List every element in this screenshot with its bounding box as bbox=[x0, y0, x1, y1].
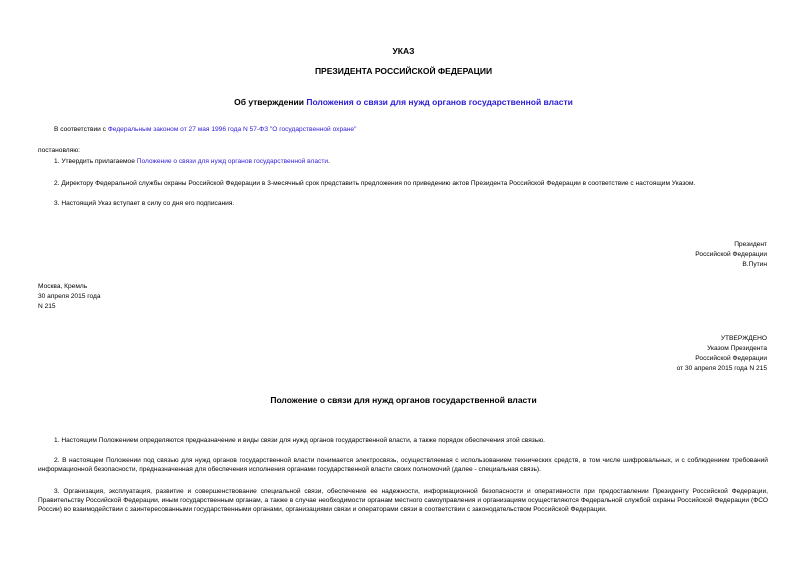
regulation-paragraph-3: 3. Организация, эксплуатация, развитие и совершенствование специальной связи, обеспечение ее надежности, информационной безопасности и оперативности при предоставлении Президенту Российской Федерации, Правительству Российской Федерации, иным государственным органам, а также в случае необходимости органам местного самоуправления и организациям осуществляются Федеральной службой охраны Российской Федерации (ФСО России) во взаимодействии с заинтересованными государственными органами, организациями связи и операторами связи в соответствии с законодательством Российской Федерации. bbox=[38, 488, 768, 513]
regulation-paragraph-1: 1. Настоящим Положением определяются предназначение и виды связи для нужд органов государственной власти, а также порядок обеспечения этой связью. bbox=[54, 437, 546, 444]
decree-subtitle: ПРЕЗИДЕНТА РОССИЙСКОЙ ФЕДЕРАЦИИ bbox=[314, 66, 493, 76]
approval-line-2: Указом Президента bbox=[707, 345, 767, 352]
item-1-prefix: 1. Утвердить прилагаемое bbox=[54, 158, 137, 165]
item-2: 2. Директору Федеральной службы охраны Российской Федерации в 3-месячный срок представить предложения по приведению актов Президента Российской Федерации в соответствие с настоящим Указом. bbox=[54, 180, 696, 187]
decree-number: N 215 bbox=[38, 303, 56, 310]
place: Москва, Кремль bbox=[38, 283, 88, 290]
resolve-text: постановляю: bbox=[38, 147, 81, 154]
regulation-link[interactable]: Положения о связи для нужд органов государственной власти bbox=[306, 97, 573, 107]
decree-about-prefix: Об утверждении bbox=[234, 97, 307, 107]
item-1 bbox=[54, 157, 330, 166]
decree-title: УКАЗ bbox=[392, 46, 415, 56]
signature-line-1: Президент bbox=[734, 241, 767, 248]
regulation-paragraph-2: 2. В настоящем Положении под связью для нужд органов государственной власти понимается электросвязь, осуществляемая с использованием технических средств, в том числе шифровальных, и с соблюдением требований информационной безопасности, предназначенная для обеспечения исполнения органами государственной власти своих полномочий (далее - специальная связь). bbox=[38, 457, 768, 473]
approval-line-1: УТВЕРЖДЕНО bbox=[720, 335, 767, 342]
item-1-suffix: . bbox=[328, 158, 330, 165]
decree-about bbox=[0, 97, 807, 107]
federal-law-link[interactable]: Федеральным законом от 27 мая 1996 года N 57-ФЗ "О государственной охране" bbox=[107, 126, 357, 133]
item-3: 3. Настоящий Указ вступает в силу со дня его подписания. bbox=[54, 200, 235, 207]
regulation-title: Положение о связи для нужд органов государственной власти bbox=[270, 395, 537, 405]
signature-line-2: Российской Федерации bbox=[695, 251, 767, 258]
item-1-regulation-link[interactable]: Положение о связи для нужд органов государственной власти bbox=[136, 158, 329, 165]
signature-line-3: В.Путин bbox=[742, 261, 767, 268]
approval-line-3: Российской Федерации bbox=[695, 355, 767, 362]
preamble bbox=[54, 125, 356, 134]
preamble-prefix: В соответствии с bbox=[54, 126, 108, 133]
approval-line-4: от 30 апреля 2015 года N 215 bbox=[676, 365, 767, 372]
date: 30 апреля 2015 года bbox=[38, 293, 101, 300]
